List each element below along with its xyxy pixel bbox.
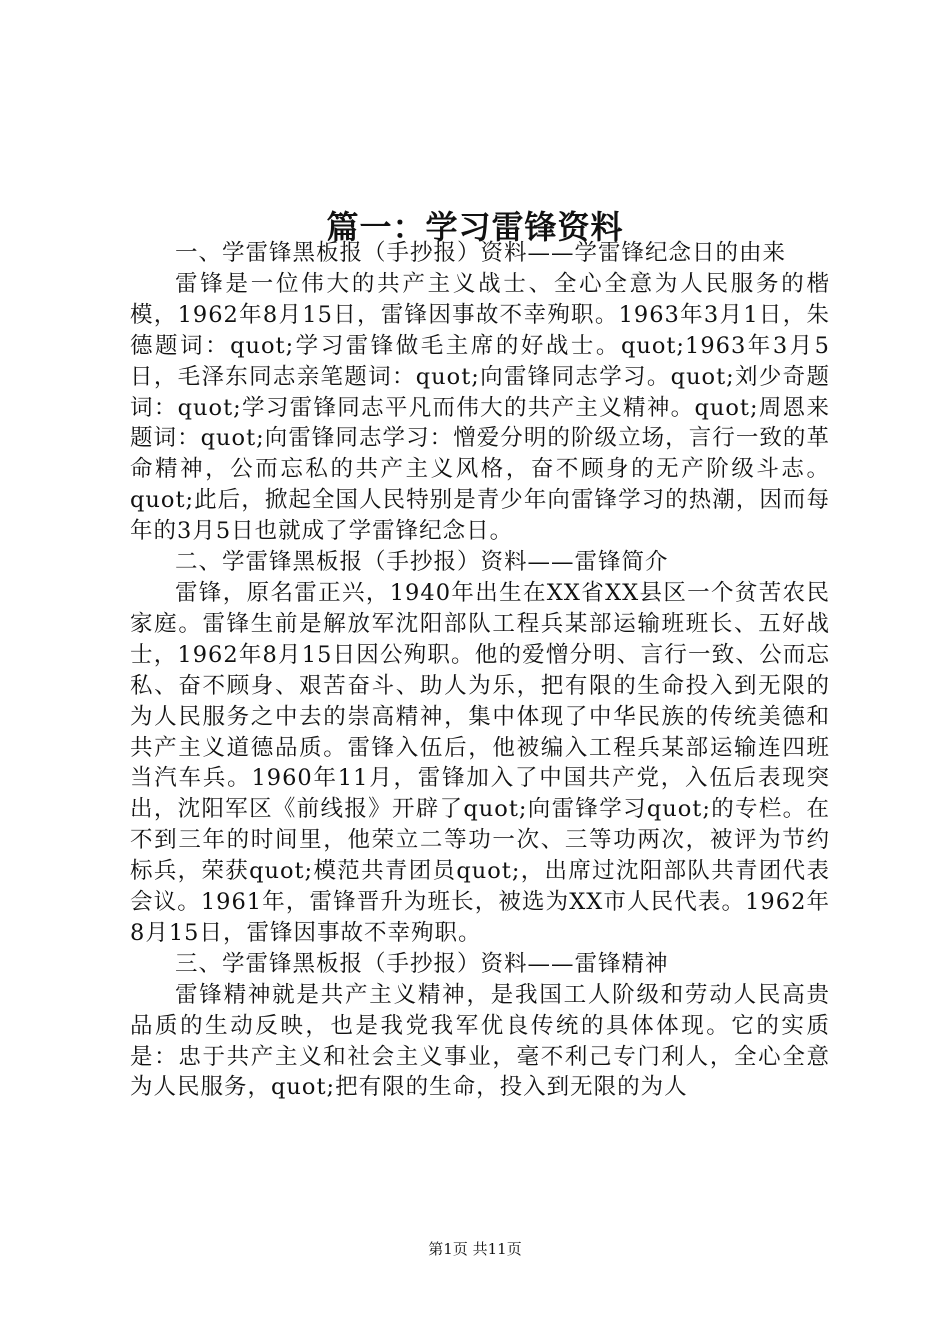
paragraph-origin: 雷锋是一位伟大的共产主义战士、全心全意为人民服务的楷模，1962年8月15日，雷锋因事故不幸殉职。1963年3月1日，朱德题词：quot;学习雷锋做毛主席的好战士。quot;1963年3月5日，毛泽东同志亲笔题词：quot;向雷锋同志学习。quot;刘少奇题词：quot;学习雷锋同志平凡而伟大的共产主义精神。quot;周恩来题词：quot;向雷锋同志学习：憎爱分明的阶级立场，言行一致的革命精神，公而忘私的共产主义风格，奋不顾身的无产阶级斗志。quot;此后，掀起全国人民特别是青少年向雷锋学习的热潮，因而每年的3月5日也就成了学雷锋纪念日。 [130,270,830,545]
paragraph-spirit: 雷锋精神就是共产主义精神，是我国工人阶级和劳动人民高贵品质的生动反映，也是我党我军优良传统的具体体现。它的实质是：忠于共产主义和社会主义事业，毫不利己专门利人，全心全意为人民服务，quot;把有限的生命，投入到无限的为人 [130,981,830,1101]
section-heading-spirit: 三、学雷锋黑板报（手抄报）资料——雷锋精神 [175,950,669,977]
document-title: 篇一：学习雷锋资料 [326,208,624,247]
section-heading-origin: 一、学雷锋黑板报（手抄报）资料——学雷锋纪念日的由来 [175,240,787,266]
page-number-footer: 第1页 共11页 [428,1240,522,1258]
section-heading-profile: 二、学雷锋黑板报（手抄报）资料——雷锋简介 [175,549,669,576]
document-body [130,238,830,1103]
paragraph-profile: 雷锋，原名雷正兴，1940年出生在XX省XX县区一个贫苦农民家庭。雷锋生前是解放军沈阳部队工程兵某部运输班班长、五好战士，1962年8月15日因公殉职。他的爱憎分明、言行一致、公而忘私、奋不顾身、艰苦奋斗、助人为乐，把有限的生命投入到无限的为人民服务之中去的崇高精神，集中体现了中华民族的传统美德和共产主义道德品质。雷锋入伍后，他被编入工程兵某部运输连四班当汽车兵。1960年11月，雷锋加入了中国共产党，入伍后表现突出，沈阳军区《前线报》开辟了quot;向雷锋学习quot;的专栏。在不到三年的时间里，他荣立二等功一次、三等功两次，被评为节约标兵，荣获quot;模范共青团员quot;，出席过沈阳部队共青团代表会议。1961年，雷锋晋升为班长，被选为XX市人民代表。1962年8月15日，雷锋因事故不幸殉职。 [130,579,830,946]
